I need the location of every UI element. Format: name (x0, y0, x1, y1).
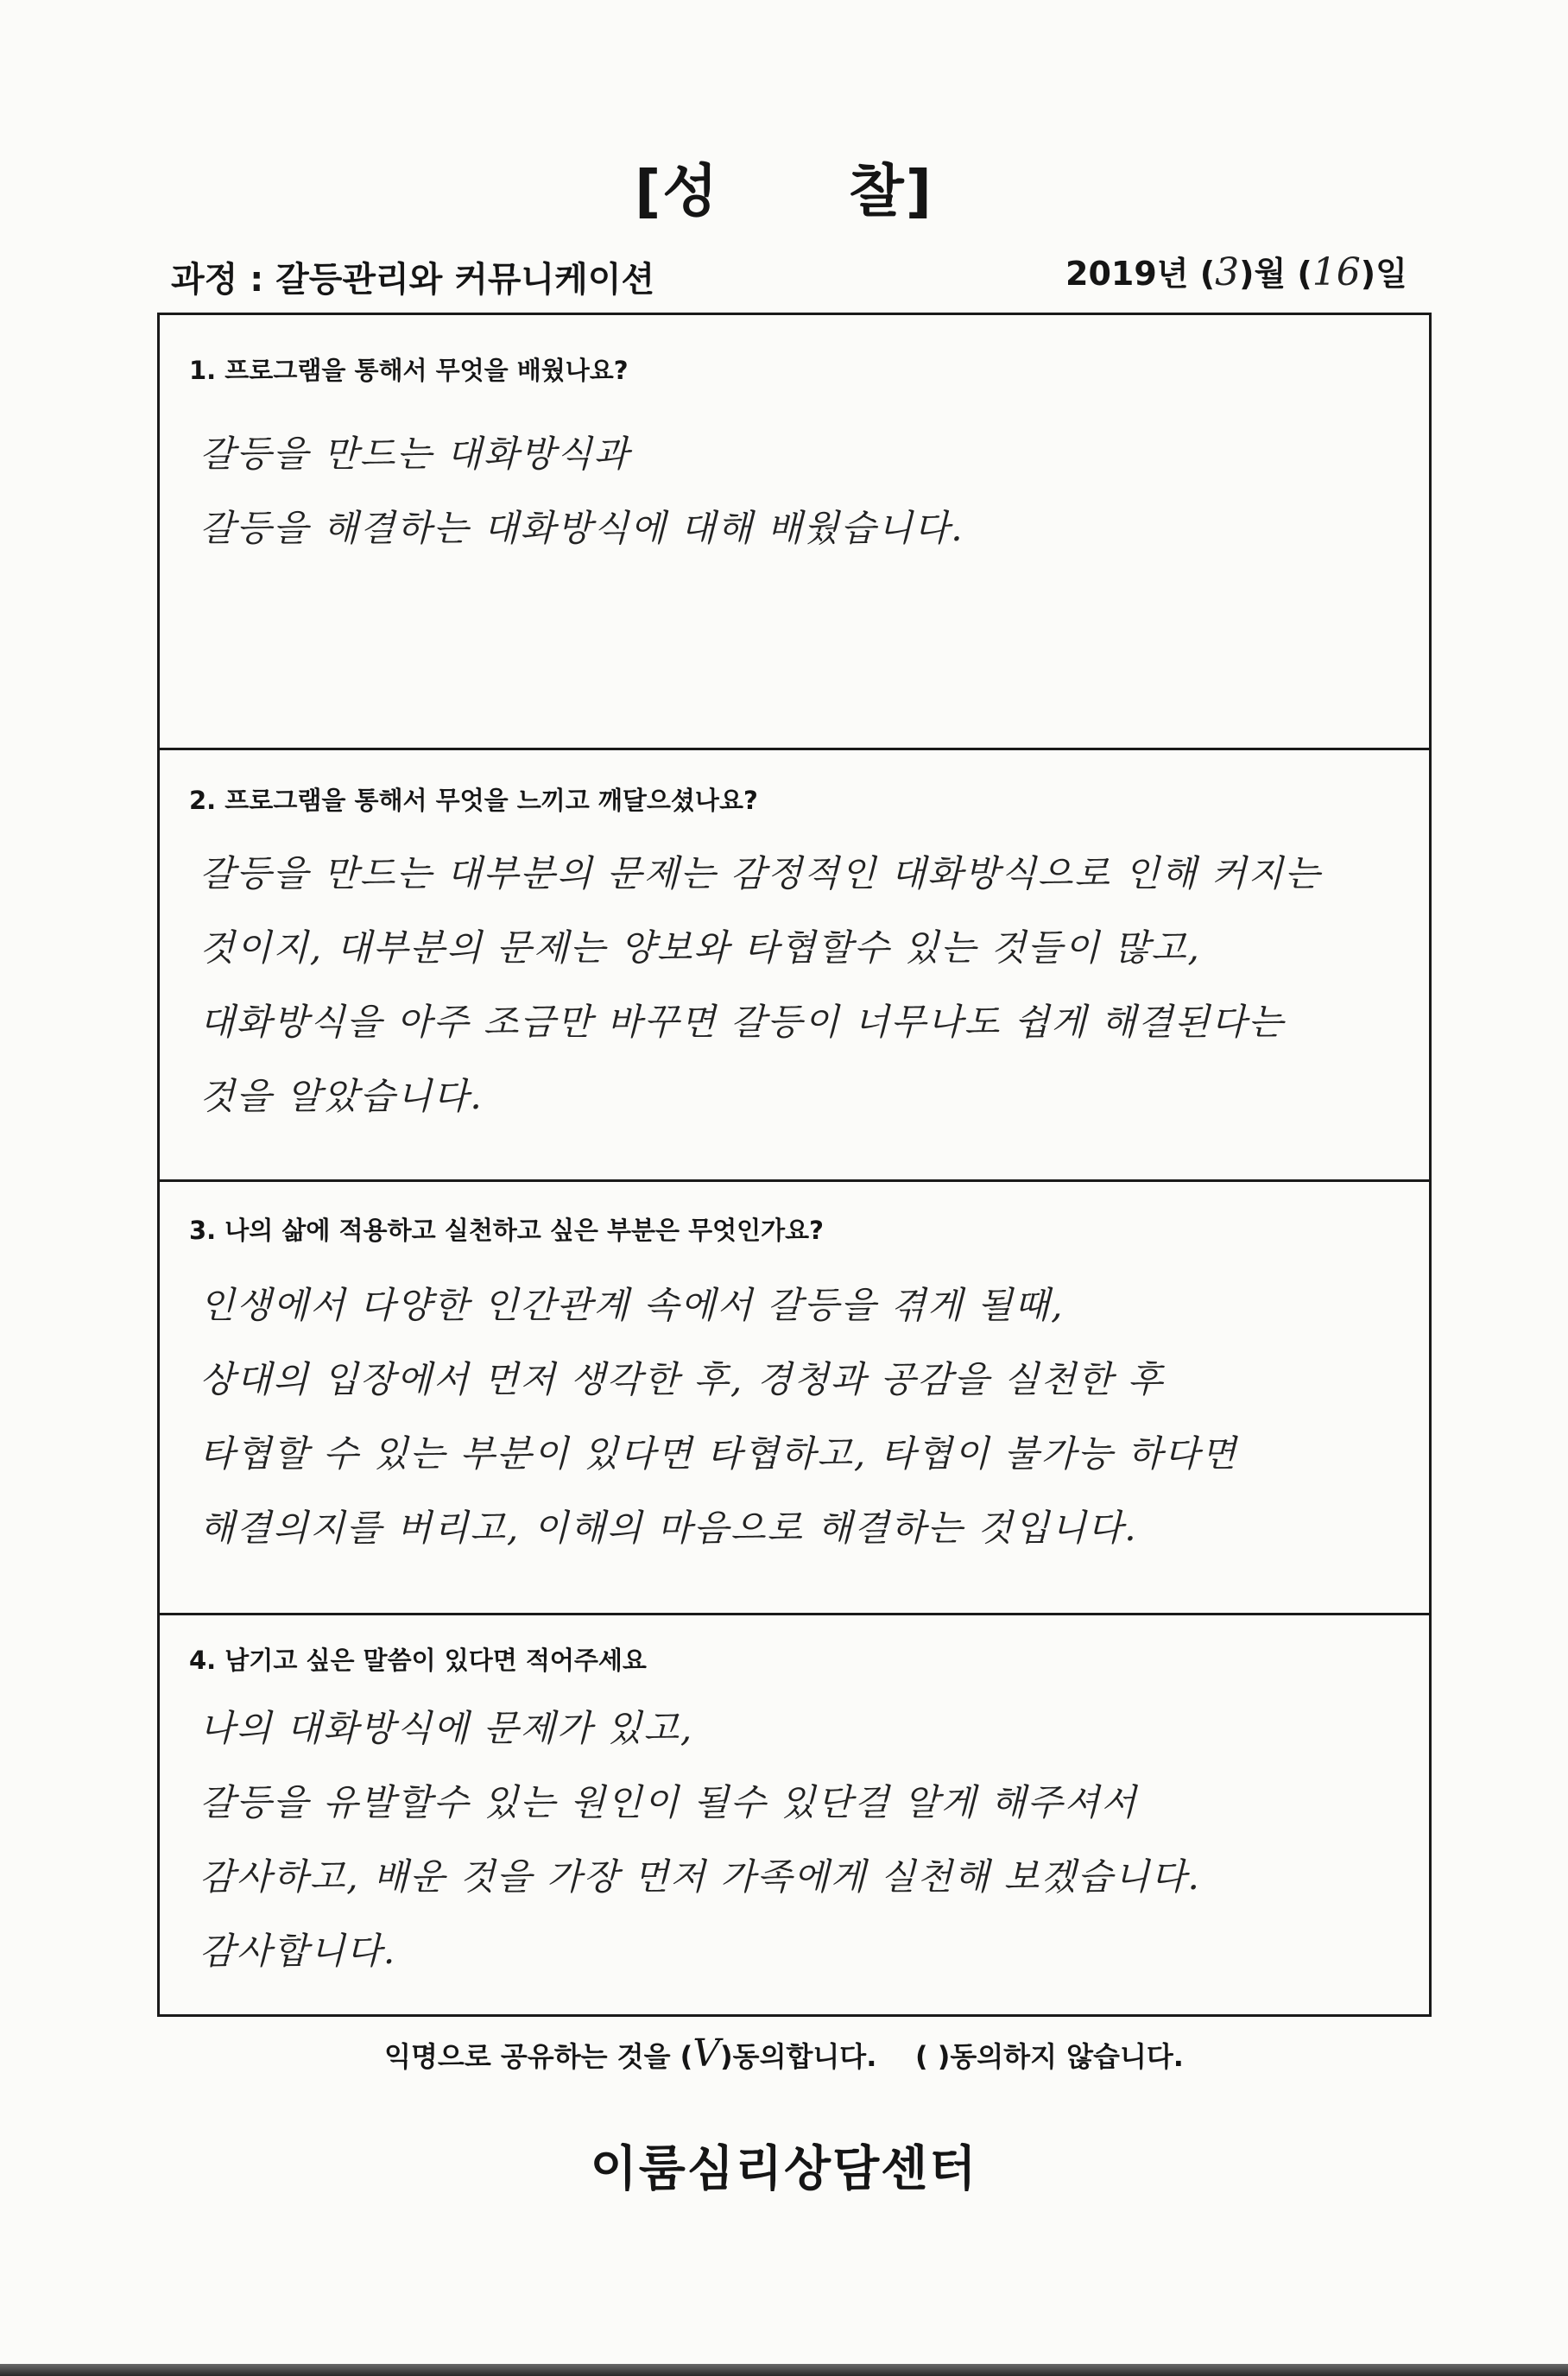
answer-line: 갈등을 해결하는 대화방식에 대해 배웠습니다. (199, 507, 964, 549)
answer-line: 상대의 입장에서 먼저 생각한 후, 경청과 공감을 실천한 후 (199, 1358, 1165, 1400)
question-4: 4. 남기고 싶은 말씀이 있다면 적어주세요 (189, 1646, 647, 1675)
date-day: 16 (1312, 250, 1361, 294)
center-name: 이룸심리상담센터 (590, 2141, 978, 2197)
date-field (1065, 247, 1407, 294)
section-learned (160, 315, 1429, 750)
page-title (0, 145, 1568, 227)
answer-line: 감사하고, 배운 것을 가장 먼저 가족에게 실천해 보겠습니다. (199, 1855, 1201, 1898)
answer-line: 갈등을 만드는 대부분의 문제는 감정적인 대화방식으로 인해 커지는 (199, 852, 1322, 894)
consent-line (0, 2032, 1568, 2076)
answer-line: 것을 알았습니다. (199, 1075, 484, 1117)
answer-line: 갈등을 유발할수 있는 원인이 될수 있단걸 알게 해주셔서 (199, 1781, 1138, 1823)
date-month-suffix: )월 ( (1239, 255, 1312, 293)
consent-disagree[interactable]: ( )동의하지 않습니다. (914, 2040, 1184, 2073)
question-1: 1. 프로그램을 통해서 무엇을 배웠나요? (189, 356, 629, 385)
scan-edge (0, 2364, 1568, 2376)
answer-line: 대화방식을 아주 조금만 바꾸면 갈등이 너무나도 쉽게 해결된다는 (199, 1001, 1285, 1043)
reflection-form (157, 313, 1432, 2017)
answer-line: 타협할 수 있는 부분이 있다면 타협하고, 타협이 불가능 하다면 (199, 1432, 1238, 1475)
date-day-suffix: )일 (1360, 255, 1407, 293)
question-2: 2. 프로그램을 통해서 무엇을 느끼고 깨달으셨나요? (189, 786, 758, 815)
question-3: 3. 나의 삶에 적용하고 실천하고 싶은 부분은 무엇인가요? (189, 1216, 824, 1245)
answer-line: 나의 대화방식에 문제가 있고, (199, 1707, 694, 1749)
consent-agree-prefix: 익명으로 공유하는 것을 ( (384, 2040, 693, 2073)
answer-line: 것이지, 대부분의 문제는 양보와 타협할수 있는 것들이 많고, (199, 926, 1201, 969)
answer-4 (199, 1691, 1412, 1988)
answer-line: 해결의지를 버리고, 이해의 마음으로 해결하는 것입니다. (199, 1507, 1138, 1549)
section-comments (160, 1615, 1429, 2019)
consent-agree-suffix: )동의합니다. (720, 2040, 877, 2073)
section-realized (160, 750, 1429, 1182)
answer-line: 인생에서 다양한 인간관계 속에서 갈등을 겪게 될때, (199, 1284, 1065, 1326)
date-month: 3 (1215, 250, 1240, 294)
answer-line: 갈등을 만드는 대화방식과 (199, 433, 630, 475)
answer-line: 감사합니다. (199, 1930, 397, 1972)
section-apply (160, 1182, 1429, 1615)
course-name: 과정 : 갈등관리와 커뮤니케이션 (171, 260, 655, 300)
answer-2 (199, 837, 1412, 1134)
date-year: 2019년 ( (1065, 255, 1216, 293)
agree-checkmark[interactable]: V (692, 2032, 721, 2076)
title-left: [성 (635, 158, 719, 224)
answer-1 (199, 417, 1412, 566)
answer-3 (199, 1268, 1412, 1565)
title-right: 찰] (849, 158, 933, 224)
